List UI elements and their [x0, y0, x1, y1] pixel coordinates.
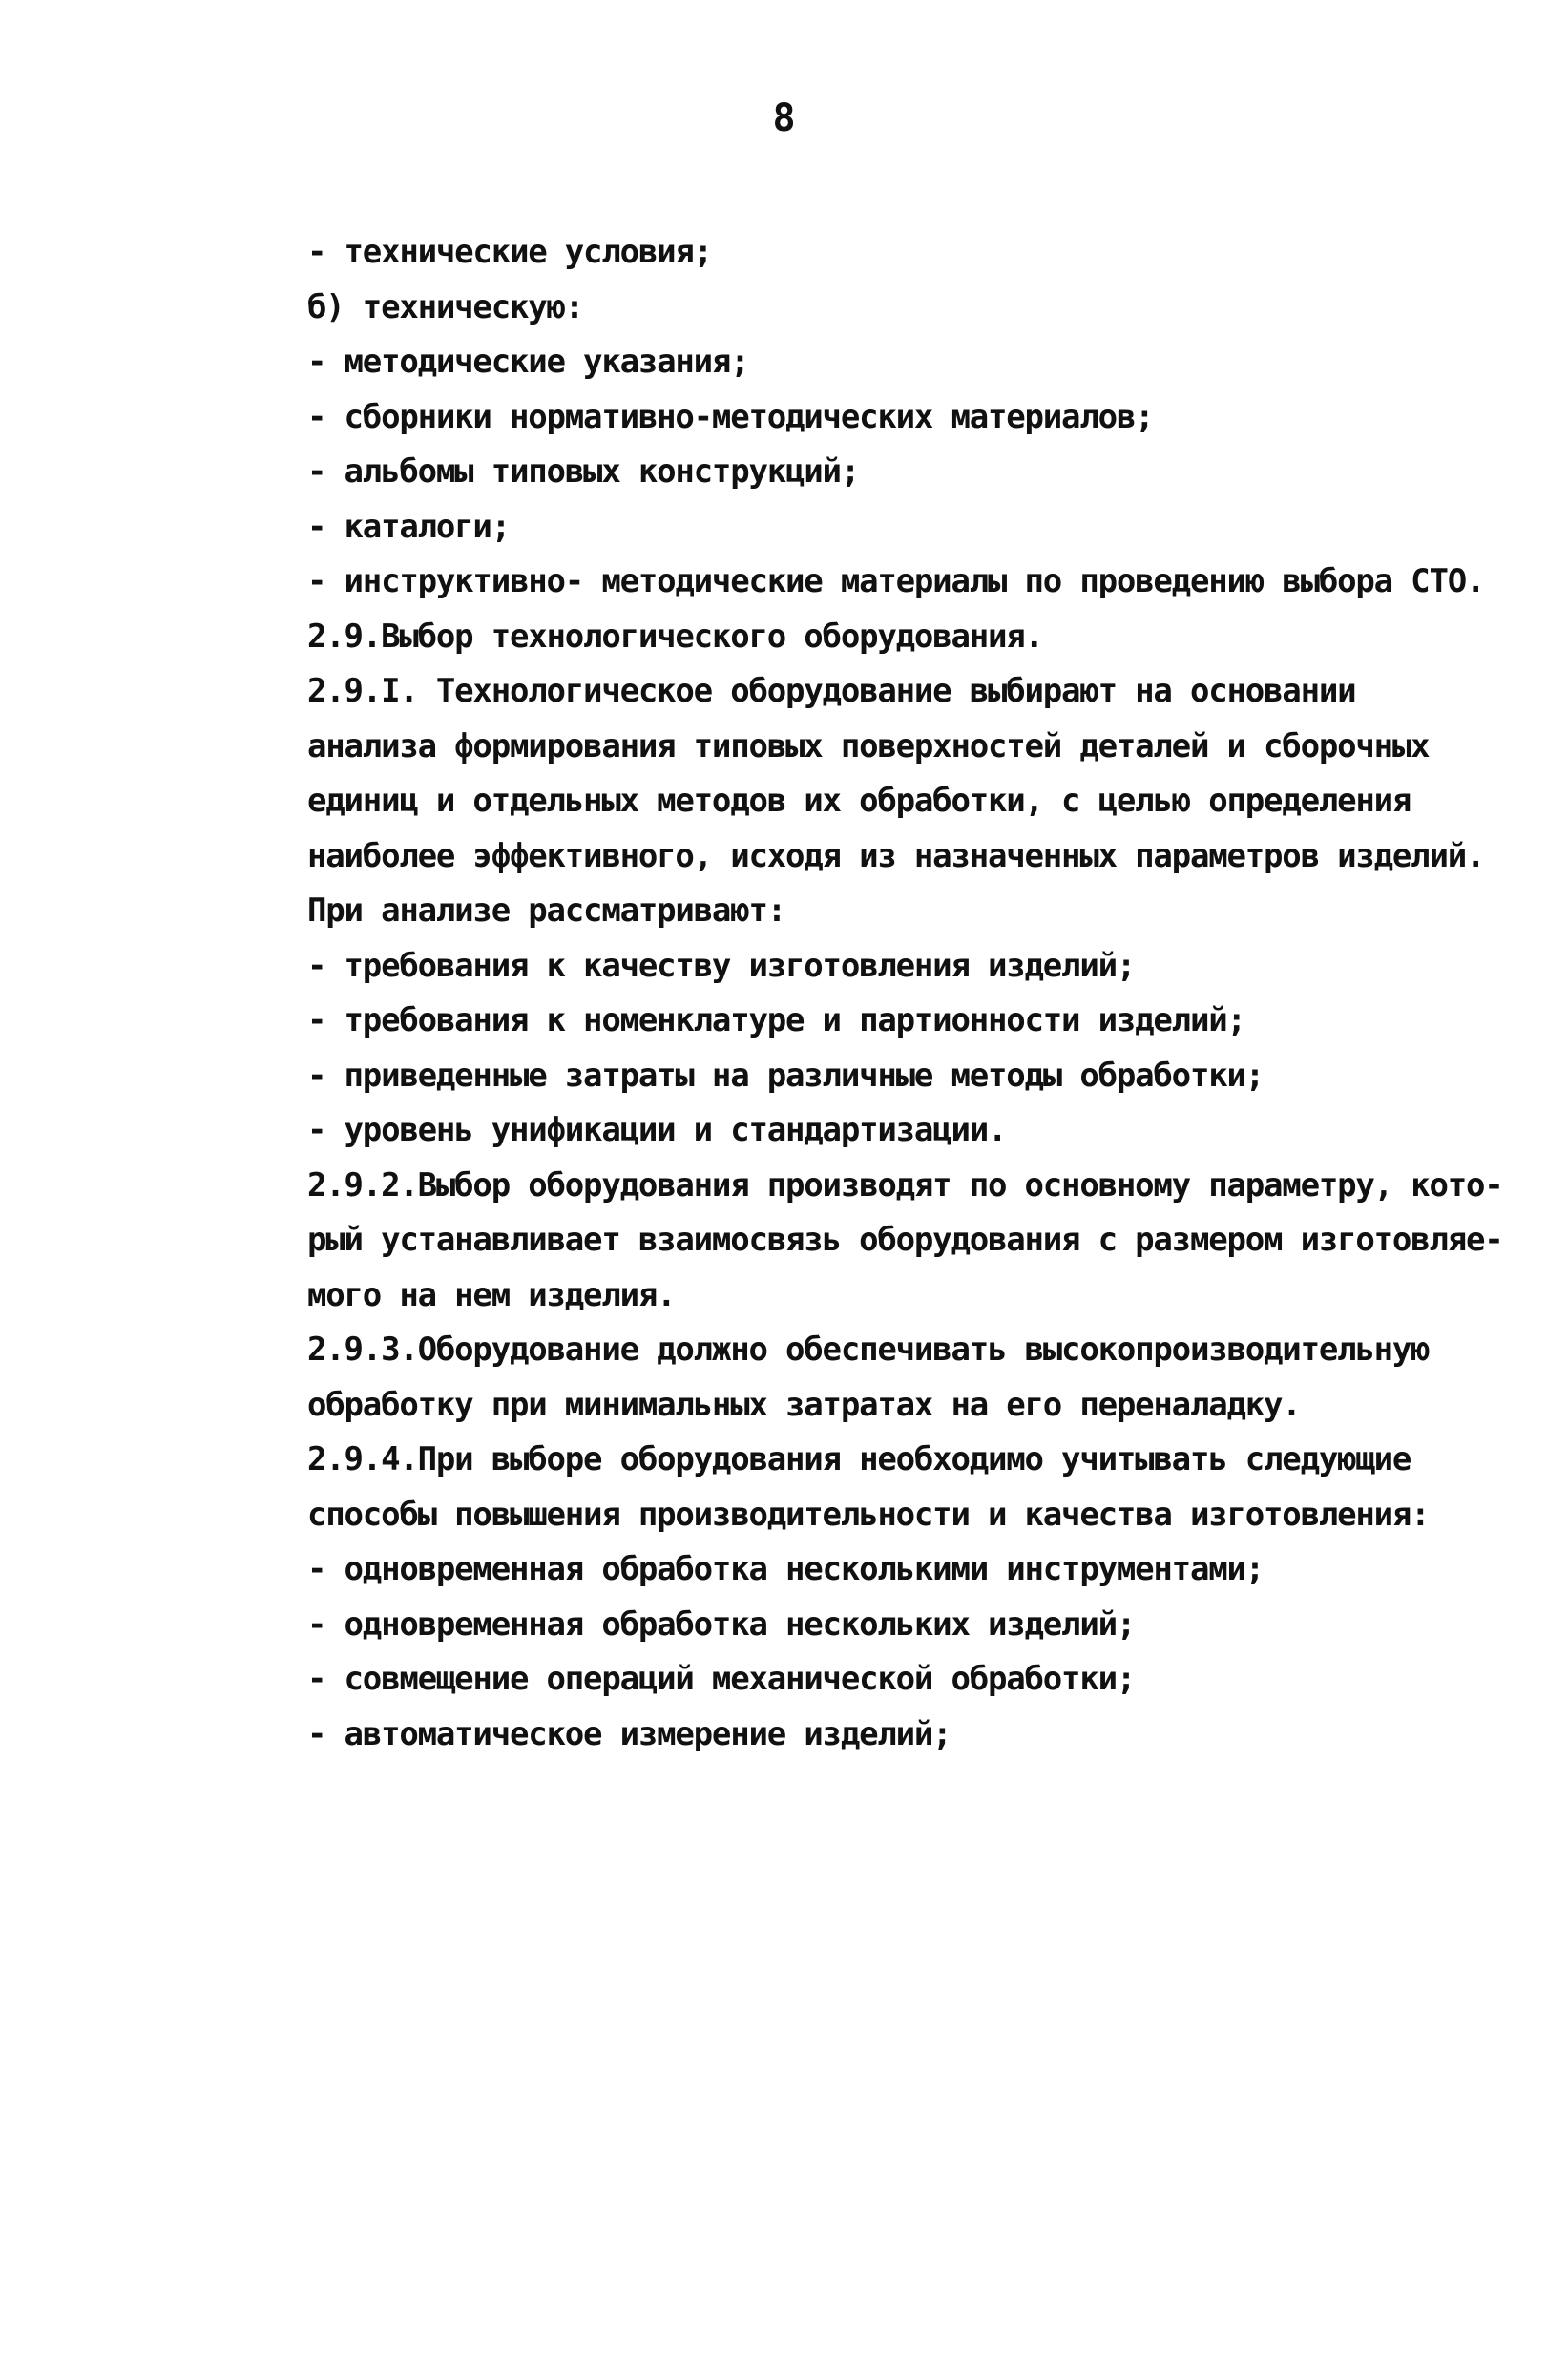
text-line: При анализе рассматривают: [307, 891, 786, 930]
text-line: - требования к качеству изготовления изделий; [307, 946, 1136, 985]
text-line: 2.9.I. Технологическое оборудование выбирают на основании [307, 672, 1356, 710]
text-line: - альбомы типовых конструкций; [307, 452, 860, 491]
text-line: б) техническую: [307, 287, 584, 326]
text-line: мого на нем изделия. [307, 1275, 676, 1314]
text-line: рый устанавливает взаимосвязь оборудования с размером изготовляе- [307, 1221, 1503, 1259]
text-line: - каталоги; [307, 507, 510, 546]
text-line: - инструктивно- методические материалы по проведению выбора СТО. [307, 562, 1485, 600]
text-line: - методические указания; [307, 343, 749, 381]
text-line: - совмещение операций механической обработки; [307, 1660, 1136, 1698]
text-line: - одновременная обработка несколькими инструментами; [307, 1550, 1265, 1588]
text-line: анализа формирования типовых поверхностей деталей и сборочных [307, 726, 1430, 765]
text-line: - требования к номенклатуре и партионности изделий; [307, 1001, 1245, 1039]
text-line: - сборники нормативно-методических материалов; [307, 397, 1154, 436]
page-number: 8 [772, 96, 796, 140]
section-heading: 2.9.Выбор технологического оборудования. [307, 617, 1043, 656]
text-line: - технические условия; [307, 233, 712, 271]
text-line: единиц и отдельных методов их обработки, с целью определения [307, 782, 1411, 820]
text-line: способы повышения производительности и качества изготовления: [307, 1495, 1430, 1534]
text-line: - автоматическое измерение изделий; [307, 1714, 951, 1753]
text-line: 2.9.2.Выбор оборудования производят по основному параметру, кото- [307, 1165, 1503, 1205]
text-line: - одновременная обработка нескольких изделий; [307, 1604, 1136, 1644]
text-line: 2.9.3.Оборудование должно обеспечивать высокопроизводительную [307, 1331, 1430, 1369]
text-line: 2.9.4.При выборе оборудования необходимо учитывать следующие [307, 1440, 1411, 1478]
document-body [307, 225, 1503, 1762]
text-line: обработку при минимальных затратах на его переналадку. [307, 1385, 1301, 1424]
text-line: - уровень унификации и стандартизации. [307, 1111, 1007, 1149]
text-line: - приведенные затраты на различные методы обработки; [307, 1056, 1265, 1095]
text-line: наиболее эффективного, исходя из назначенных параметров изделий. [307, 836, 1485, 875]
